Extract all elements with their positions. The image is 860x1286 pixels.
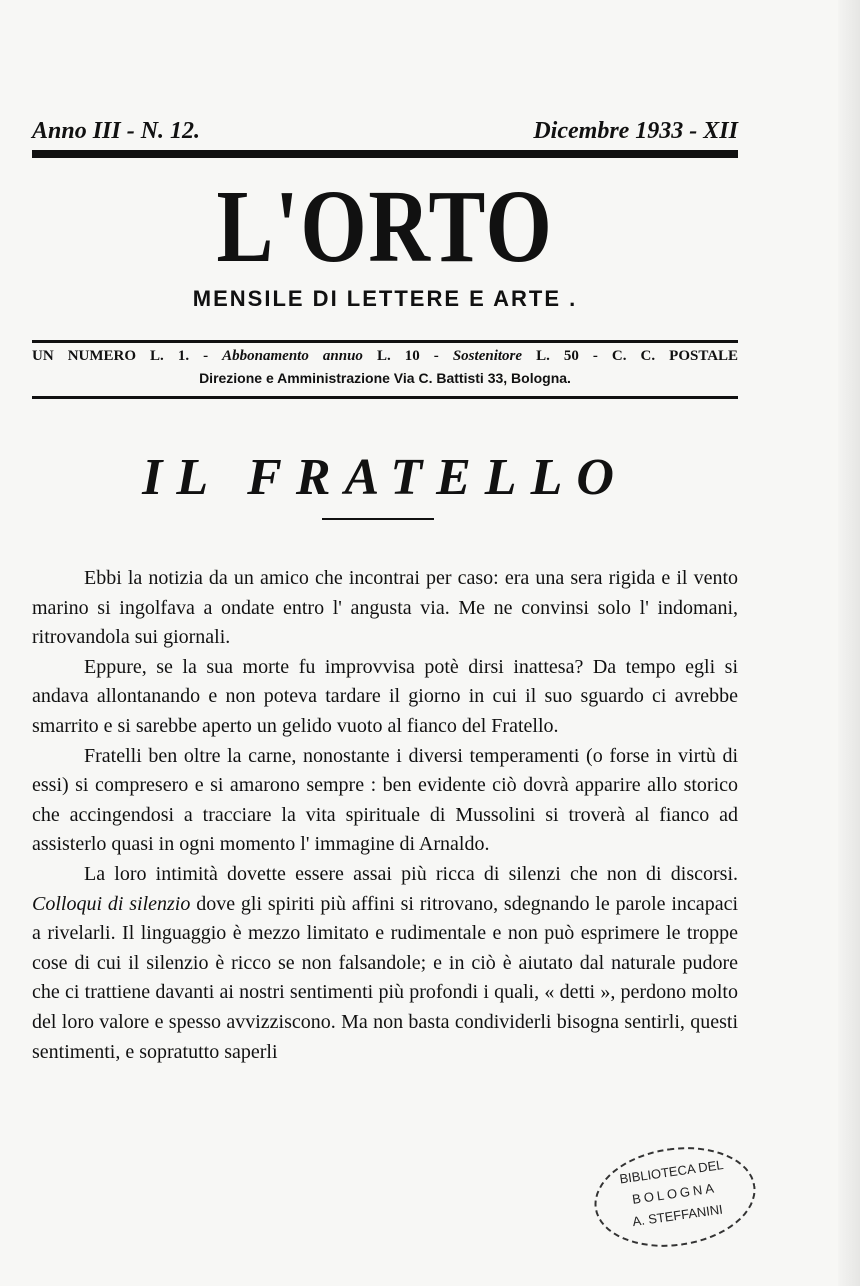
pricing-rule-top (32, 340, 738, 343)
title-underline (322, 518, 434, 520)
page-edge (838, 0, 860, 1286)
stamp-line: BIBLIOTECA DEL (618, 1157, 725, 1187)
article-title: IL FRATELLO (142, 449, 628, 506)
article-body (32, 564, 738, 1067)
masthead-title: L'ORTO (216, 169, 554, 284)
label-sostenitore: Sostenitore (452, 348, 523, 364)
price-single: UN NUMERO L. 1. - (32, 348, 209, 364)
paragraph: Fratelli ben oltre la carne, nonostante i diversi temperamenti (o forse in virtù di essi) si compresero e si amarono sempre : ben evidente ciò dovrà apparire allo storico che accingendosi a tracciare la vita spirituale di Mussolini si troverà al fianco ad assisterlo quasi in ogni momento l' immagine di Arnaldo. (32, 744, 738, 856)
issue-date: Dicembre 1933 - XII (533, 118, 738, 144)
paragraph: Ebbi la notizia da un amico che incontrai per caso: era una sera rigida e il vento marino si ingolfava a ondate entro l' angusta via. Me ne convinsi solo l' indomani, ritrovandola sui giornali. (32, 567, 738, 649)
paragraph-text: dove gli spiriti più affini si ritrovano, sdegnando le parole incapaci a rivelarli. Il linguaggio è mezzo limitato e rudimentale e non può esprimere le troppe cose di cui il silenzio è ricco se non falsandole; e in ciò è aiutato dal naturale pudore che ci trattiene davanti ai nostri sentimenti più profondi i quali, « detti », perdono molto del loro valore e spesso avvizziscono. Ma non basta condividerli bisogna sentirli, questi sentimenti, e sopratutto saperli (32, 892, 738, 1063)
paragraph-text: La loro intimità dovette essere assai più ricca di silenzi che non di discorsi. (84, 862, 738, 885)
header-rule (32, 150, 738, 158)
issue-number: Anno III - N. 12. (32, 118, 201, 144)
library-stamp (588, 1137, 762, 1257)
paragraph (32, 860, 738, 1067)
paragraph: Eppure, se la sua morte fu improvvisa potè dirsi inattesa? Da tempo egli si andava allontanando e non poteva tardare il giorno in cui il suo sguardo ci avrebbe smarrito e si sarebbe aperto un gelido vuoto al fianco del Fratello. (32, 655, 738, 737)
editorial-address: Direzione e Amministrazione Via C. Battisti 33, Bologna. (199, 370, 571, 386)
stamp-line: BOLOGNA (631, 1180, 718, 1207)
pricing-line (32, 348, 738, 365)
price-annual: L. 10 - (376, 348, 439, 364)
masthead-subtitle: MENSILE DI LETTERE E ARTE . (192, 286, 578, 311)
pricing-rule-bottom (32, 396, 738, 399)
issue-header (32, 118, 738, 152)
label-abbonamento: Abbonamento annuo (222, 348, 363, 364)
stamp-line: A. STEFFANINI (631, 1201, 724, 1230)
price-sostenitore: L. 50 - C. C. POSTALE (536, 348, 739, 364)
italic-phrase: Colloqui di silenzio (32, 892, 191, 915)
